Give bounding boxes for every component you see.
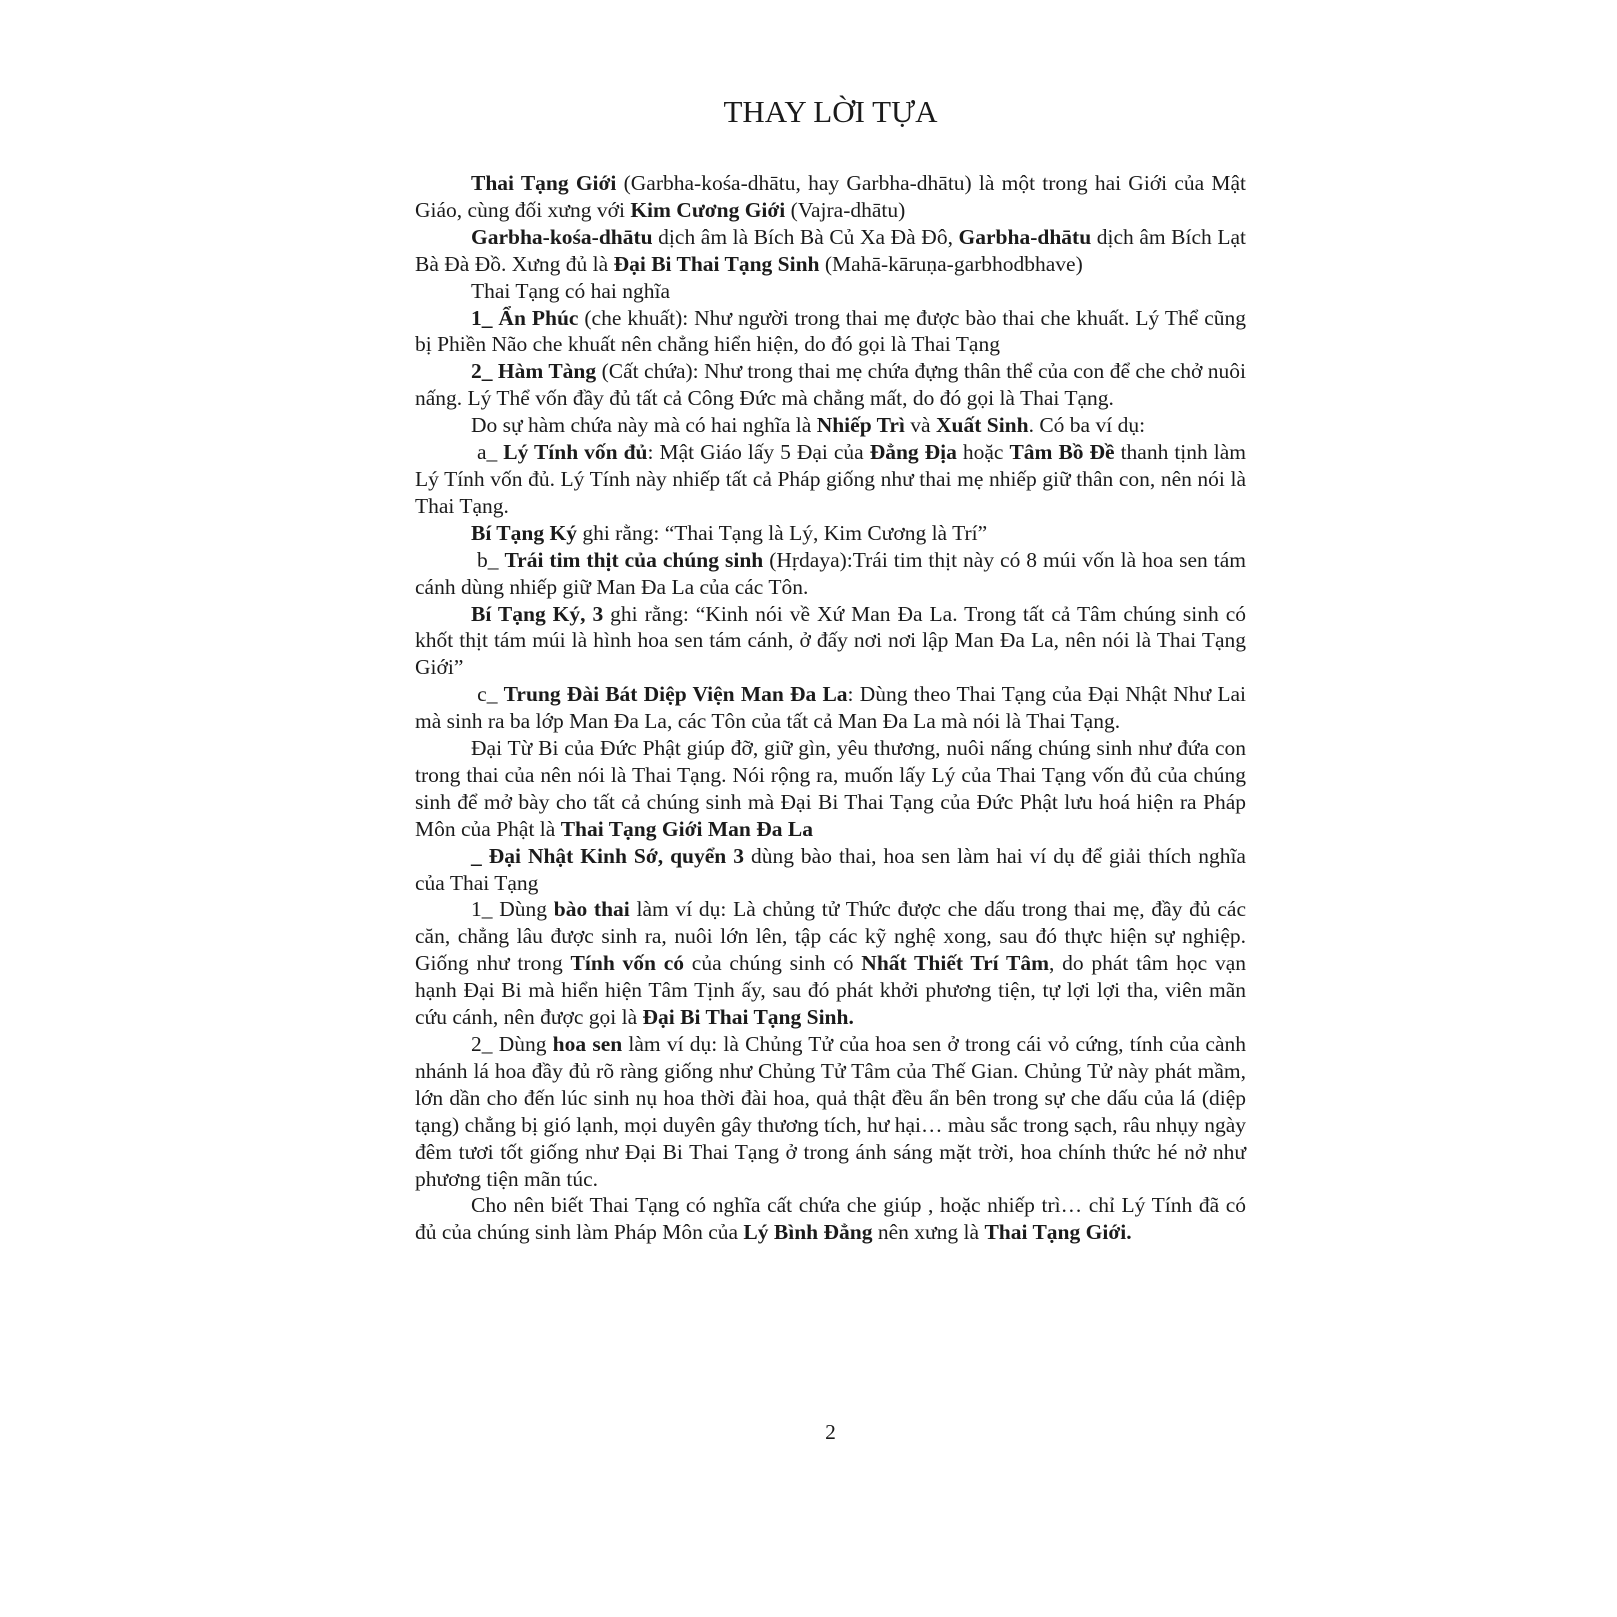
paragraph	[415, 278, 1246, 305]
text-run: (Mahā-kāruṇa-garbhodbhave)	[819, 251, 1083, 276]
text-run: thanh tịnh làm Lý Tính vốn đủ. Lý Tính này nhiếp tất cả Pháp giống như thai mẹ nhiếp giữ thân con, nên nói là Thai Tạng.	[415, 440, 1246, 518]
paragraph	[415, 1192, 1246, 1246]
text-run: . Có ba ví dụ:	[1028, 413, 1146, 438]
text-run-bold: Thai Tạng Giới	[471, 171, 617, 195]
text-run: (Garbha-kośa-dhātu, hay Garbha-dhātu) là một trong hai Giới của Mật Giáo, cùng đối xưng với	[415, 171, 1246, 222]
page-number: 2	[825, 1420, 836, 1444]
paragraph	[415, 601, 1246, 682]
text-run-bold: Nhiếp Trì	[816, 413, 905, 438]
text-run: ghi rằng: “Kinh nói về Xứ Man Đa La. Trong tất cả Tâm chúng sinh có khốt thịt tám múi là hình hoa sen tám cánh, ở đấy nơi nơi lập Man Đa La, nên nói là Thai Tạng Giới”	[415, 601, 1246, 680]
text-run: c_	[471, 682, 504, 707]
text-run-bold: Bí Tạng Ký, 3	[471, 601, 604, 626]
paragraph	[415, 896, 1246, 1031]
paragraph	[415, 547, 1246, 601]
text-run-bold: bào thai	[553, 897, 630, 922]
text-run-bold: Tâm Bồ Đề	[1009, 440, 1115, 465]
text-run: b_	[471, 547, 505, 572]
paragraph	[415, 681, 1246, 735]
text-run-bold: Garbha-dhātu	[958, 224, 1092, 249]
text-run: dịch âm Bích Lạt Bà Đà Đồ. Xưng đủ là	[415, 224, 1246, 276]
text-run: nên xưng là	[872, 1220, 985, 1245]
text-run-bold: Trung Đài Bát Diệp Viện Man Đa La	[503, 682, 848, 707]
text-run-bold: Bí Tạng Ký	[471, 520, 577, 545]
paragraph	[415, 305, 1246, 359]
paragraph	[415, 735, 1246, 843]
text-run: , do phát tâm học vạn hạnh Đại Bi mà hiển hiện Tâm Tịnh ấy, sau đó phát khởi phương tiện, tự lợi lợi tha, viên mãn cứu cánh, nên được gọi là	[415, 951, 1246, 1030]
paragraph-list	[415, 170, 1246, 1246]
text-run: Do sự hàm chứa này mà có hai nghĩa là	[471, 413, 817, 438]
text-run: dịch âm là Bích Bà Củ Xa Đà Đô,	[652, 224, 959, 249]
paragraph	[415, 412, 1246, 439]
text-run-bold: 2_ Hàm Tàng	[471, 359, 597, 384]
text-run: làm ví dụ: Là chủng tử Thức được che dấu trong thai mẹ, đầy đủ các căn, chẳng lâu được sinh ra, nuôi lớn lên, tập các kỹ nghệ xong, sau đó thực hiện sự nghiệp. Giống như trong	[415, 897, 1246, 976]
text-run: a_	[471, 440, 504, 465]
text-run: (Cất chứa): Như trong thai mẹ chứa đựng thân thể của con để che chở nuôi nấng. Lý Thể vốn đầy đủ tất cả Công Đức mà chẳng mất, do đó gọi là Thai Tạng.	[415, 359, 1246, 411]
text-run-bold: Lý Bình Đẳng	[743, 1220, 873, 1245]
text-run: 2_ Dùng	[471, 1032, 553, 1056]
text-run: ghi rằng: “Thai Tạng là Lý, Kim Cương là Trí”	[576, 520, 988, 545]
text-run-bold: _ Đại Nhật Kinh Sớ, quyển 3	[471, 843, 744, 868]
text-run: (che khuất): Như người trong thai mẹ được bào thai che khuất. Lý Thể cũng bị Phiền Não che khuất nên chẳng hiển hiện, do đó gọi là Thai Tạng	[415, 305, 1246, 357]
text-run: và	[904, 413, 936, 438]
text-run: hoặc	[956, 440, 1010, 465]
text-run-bold: Xuất Sinh	[935, 413, 1029, 438]
paragraph	[415, 439, 1246, 520]
text-run-bold: Thai Tạng Giới.	[984, 1220, 1132, 1245]
text-run: : Dùng theo Thai Tạng của Đại Nhật Như Lai mà sinh ra ba lớp Man Đa La, các Tôn của tất cả Man Đa La mà nói là Thai Tạng.	[415, 682, 1246, 734]
paragraph	[415, 1031, 1246, 1192]
text-run-bold: Đẳng Địa	[869, 440, 957, 465]
text-run: : Mật Giáo lấy 5 Đại của	[647, 440, 870, 465]
text-run: dùng bào thai, hoa sen làm hai ví dụ để giải thích nghĩa của Thai Tạng	[415, 843, 1246, 895]
text-run: 1_ Dùng	[471, 897, 554, 922]
text-run: của chúng sinh có	[684, 951, 862, 976]
text-run-bold: Thai Tạng Giới Man Đa La	[560, 816, 813, 841]
paragraph	[415, 224, 1246, 278]
text-run-bold: Đại Bi Thai Tạng Sinh.	[642, 1005, 854, 1030]
text-run-bold: Lý Tính vốn đủ	[503, 440, 648, 465]
paragraph	[415, 520, 1246, 547]
paragraph	[415, 843, 1246, 897]
text-run-bold: Trái tim thịt của chúng sinh	[504, 547, 764, 572]
text-run-bold: Nhất Thiết Trí Tâm	[861, 951, 1050, 976]
text-run-bold: hoa sen	[552, 1032, 623, 1056]
text-run: làm ví dụ: là Chủng Tử của hoa sen ở trong cái vỏ cứng, tính của cành nhánh lá hoa đầy đủ rõ ràng giống như Chủng Tử Tâm của Thế Gian. Chủng Tử này phát mầm, lớn dần cho đến lúc sinh nụ hoa thời đài hoa, quả thật đều ẩn bên trong sự che dấu của lá (diệp tạng) chẳng bị gió lạnh, mọi duyên gây thương tích, hư hại… màu sắc trong sạch, râu nhụy ngày đêm tươi tốt giống như Đại Bi Thai Tạng ở trong ánh sáng mặt trời, hoa chính thức hé nở như phương tiện mãn túc.	[415, 1032, 1247, 1191]
text-run: (Hṛdaya):Trái tim thịt này có 8 múi vốn là hoa sen tám cánh dùng nhiếp giữ Man Đa La của các Tôn.	[415, 547, 1246, 599]
text-run: (Vajra-dhātu)	[785, 197, 906, 222]
text-run-bold: Đại Bi Thai Tạng Sinh	[613, 251, 820, 276]
text-run-bold: Garbha-kośa-dhātu	[471, 224, 653, 249]
text-run-bold: Tính vốn có	[570, 951, 685, 976]
text-block	[415, 94, 1246, 1246]
paragraph	[415, 358, 1246, 412]
text-run: Thai Tạng có hai nghĩa	[471, 278, 671, 303]
text-run: Đại Từ Bi của Đức Phật giúp đỡ, giữ gìn, yêu thương, nuôi nấng chúng sinh như đứa con trong thai của nên nói là Thai Tạng. Nói rộng ra, muốn lấy Lý của Thai Tạng vốn đủ của chúng sinh để mở bày cho tất cả chúng sinh mà Đại Bi Thai Tạng của Đức Phật lưu hoá hiện ra Pháp Môn của Phật là	[415, 736, 1246, 841]
text-run-bold: Kim Cương Giới	[630, 197, 786, 222]
page-title: THAY LỜI TỰA	[723, 94, 938, 129]
text-run-bold: 1_ Ẩn Phúc	[471, 305, 579, 330]
text-run: Cho nên biết Thai Tạng có nghĩa cất chứa che giúp , hoặc nhiếp trì… chỉ Lý Tính đã có đủ của chúng sinh làm Pháp Môn của	[415, 1193, 1246, 1245]
paragraph	[415, 170, 1246, 224]
